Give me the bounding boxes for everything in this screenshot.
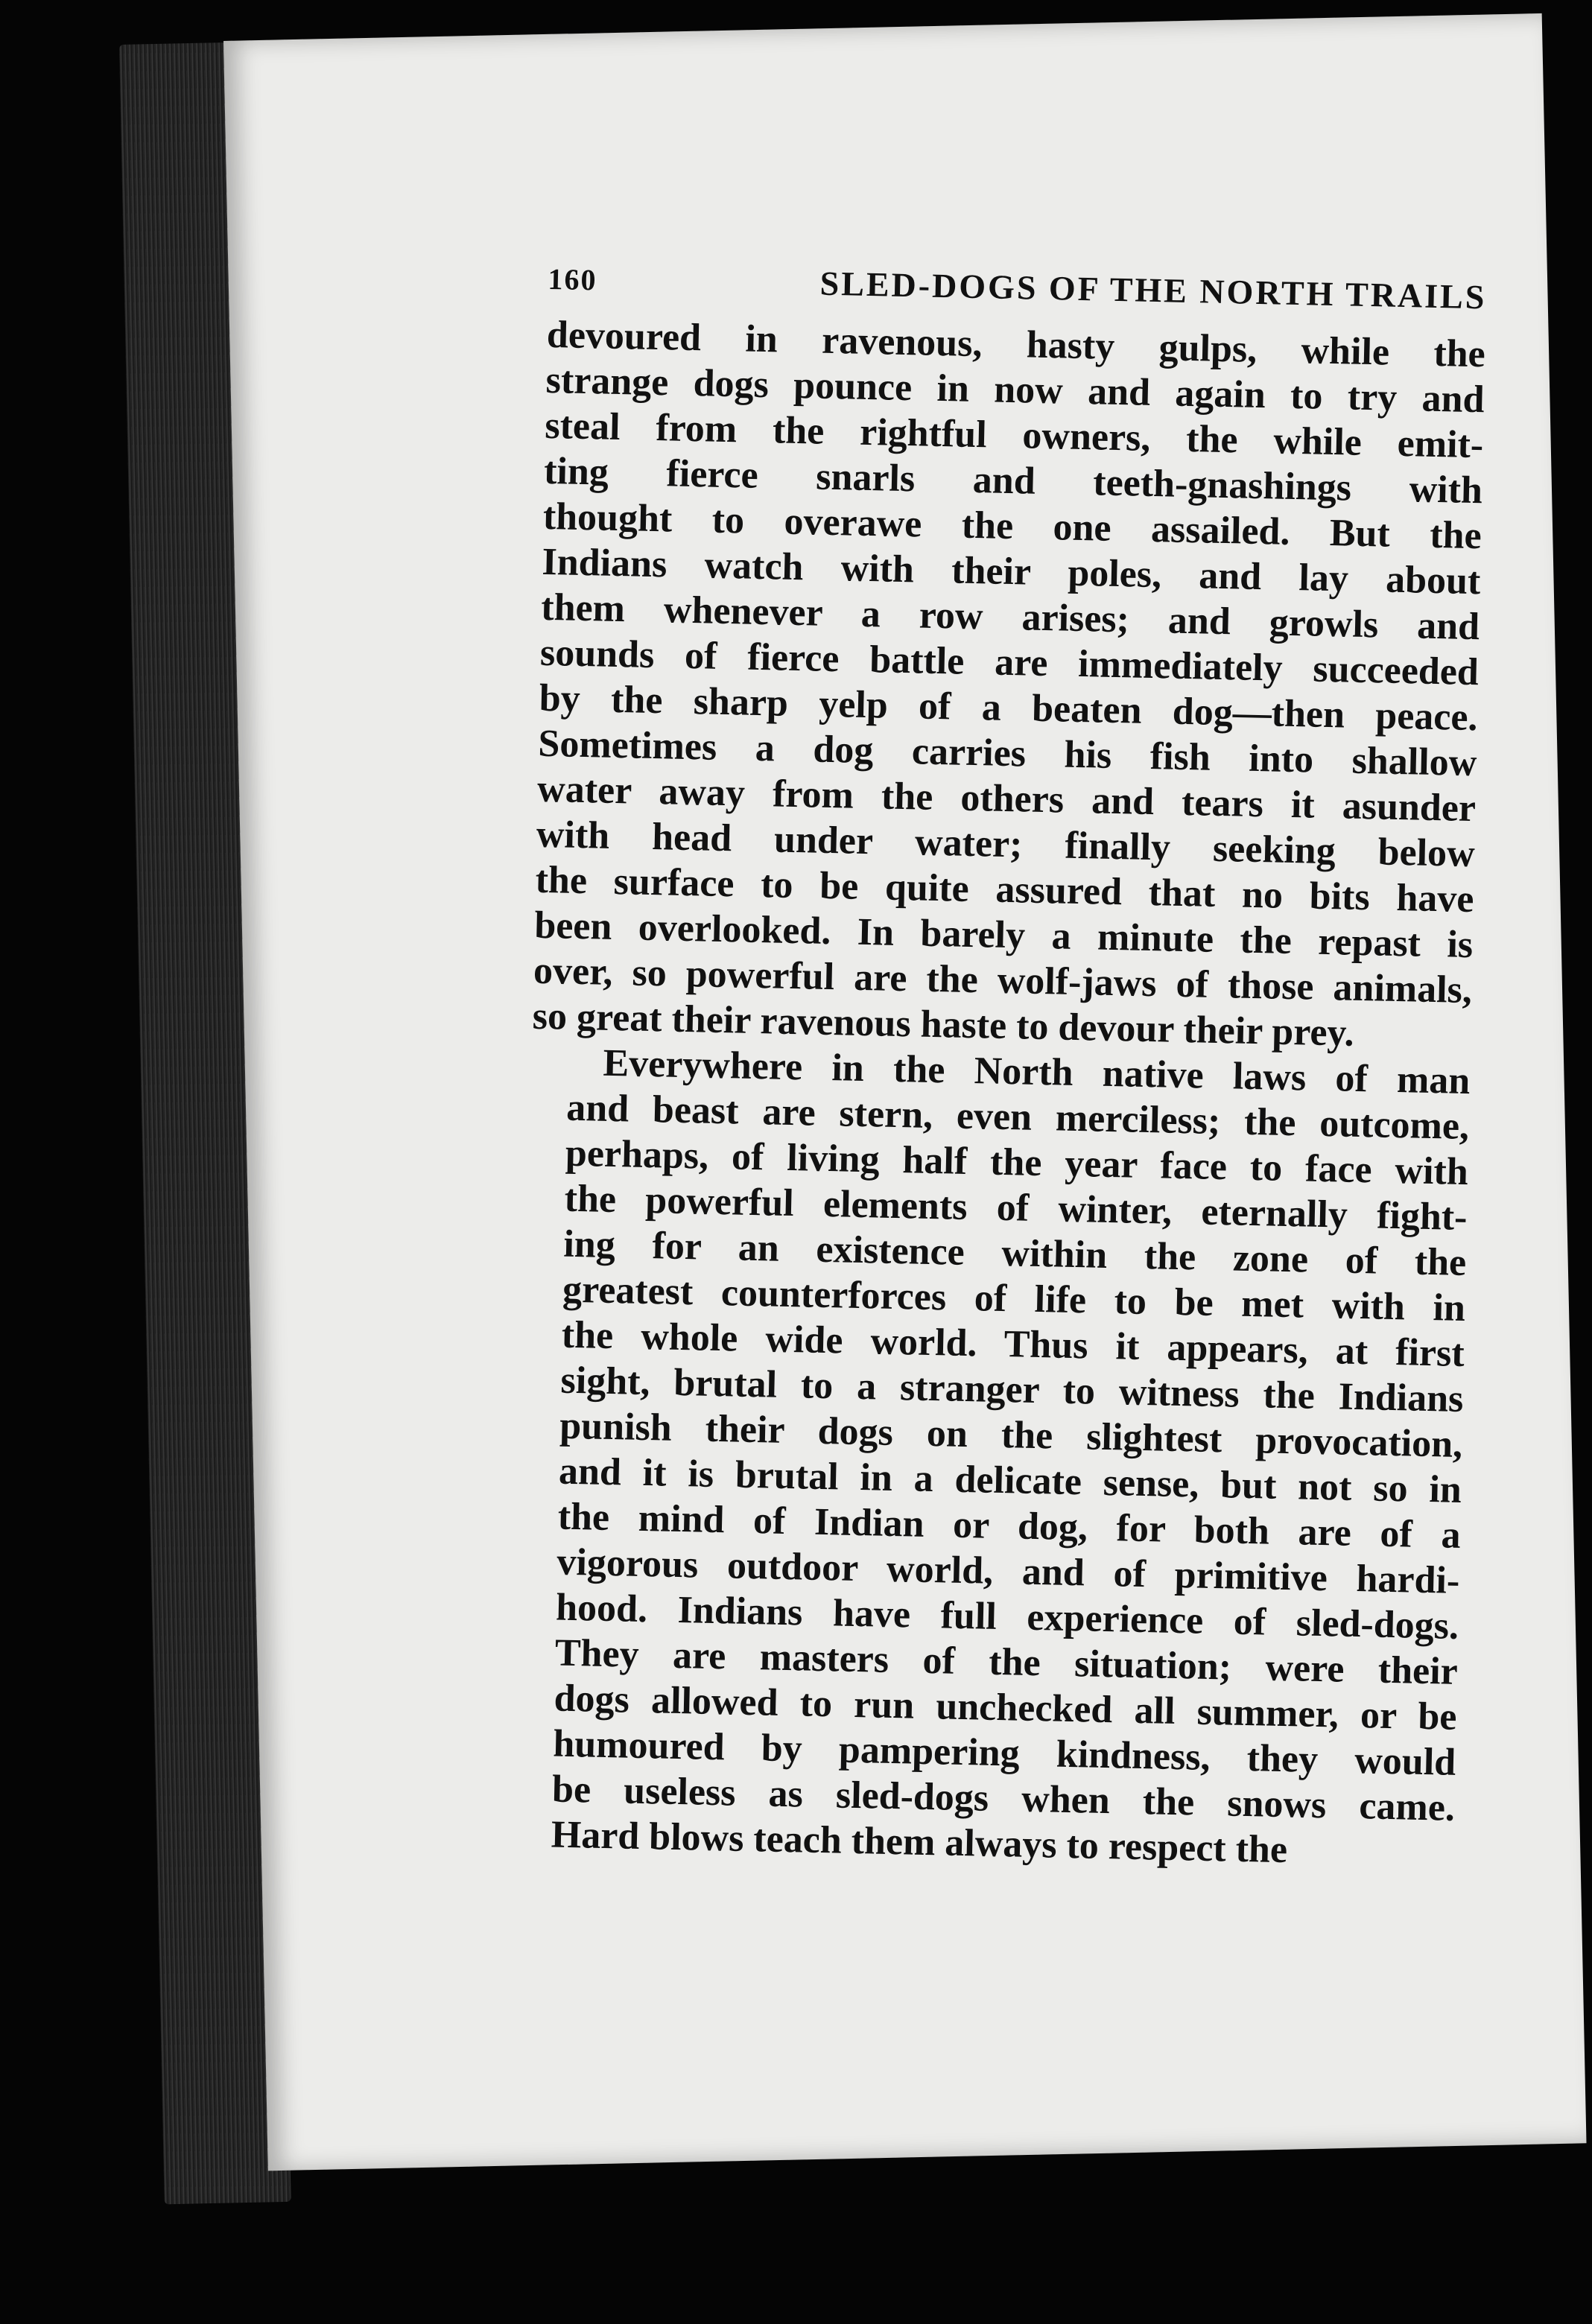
- page-sheet: [223, 13, 1587, 2171]
- text-line: They are masters of the situation; were their: [554, 1631, 1459, 1693]
- text-line: with head under water; finally seeking below: [536, 813, 1476, 876]
- text-line: the surface to be quite assured that no bits have: [535, 858, 1475, 921]
- text-line: by the sharp yelp of a beaten dog—then peace.: [539, 676, 1479, 740]
- text-line: Everywhere in the North native laws of man: [602, 1041, 1471, 1103]
- text-line: strange dogs pounce in now and again to try and: [545, 358, 1485, 422]
- text-line: Indians watch with their poles, and lay about: [542, 540, 1481, 603]
- page-content: [515, 258, 1487, 1876]
- text-line: ting fierce snarls and teeth-gnashings with: [543, 449, 1483, 512]
- text-line: ing for an existence within the zone of the: [562, 1222, 1467, 1285]
- text-line: been overlooked. In barely a minute the repast is: [533, 904, 1474, 967]
- text-line: punish their dogs on the slightest provocation,: [559, 1404, 1463, 1466]
- text-line: and it is brutal in a delicate sense, but not so in: [558, 1450, 1462, 1511]
- text-line: perhaps, of living half the year face to face with: [565, 1131, 1469, 1194]
- page-number: 160: [548, 261, 598, 297]
- text-line: the mind of Indian or dog, for both are of a: [557, 1495, 1462, 1557]
- text-line: water away from the others and tears it asunder: [536, 767, 1477, 831]
- text-line: Sometimes a dog carries his fish into shallow: [537, 722, 1477, 785]
- text-line: the whole wide world. Thus it appears, at first: [561, 1313, 1465, 1375]
- text-line: hood. Indians have full experience of sled-dogs.: [555, 1586, 1459, 1648]
- paragraph: [515, 1039, 1471, 1876]
- text-line: dogs allowed to run unchecked all summer, or be: [554, 1677, 1458, 1739]
- running-head: [548, 258, 1487, 317]
- text-line: thought to overawe the one assailed. But the: [542, 495, 1482, 558]
- paragraph: [532, 312, 1485, 1058]
- text-line: greatest counterforces of life to be met with in: [562, 1268, 1466, 1330]
- running-title: SLED-DOGS OF THE NORTH TRAILS: [819, 264, 1487, 317]
- text-line: sounds of fierce battle are immediately succeeded: [539, 631, 1480, 694]
- text-line: be useless as sled-dogs when the snows came.: [551, 1768, 1456, 1829]
- text-line: sight, brutal to a stranger to witness the Indians: [560, 1359, 1464, 1420]
- text-line: humoured by pampering kindness, they would: [552, 1722, 1456, 1784]
- text-line: Hard blows teach them always to respect the: [551, 1813, 1288, 1872]
- text-line: steal from the rightful owners, the while emit-: [544, 404, 1484, 467]
- text-line: them whenever a row arises; and growls and: [540, 585, 1480, 649]
- text-line: over, so powerful are the wolf-jaws of those animals,: [533, 949, 1473, 1012]
- text-line: devoured in ravenous, hasty gulps, while the: [546, 313, 1486, 376]
- text-line: the powerful elements of winter, eternally fight-: [564, 1177, 1468, 1239]
- body-text: [515, 312, 1485, 1876]
- text-line: so great their ravenous haste to devour their prey.: [532, 994, 1355, 1055]
- text-line: and beast are stern, even merciless; the outcome,: [565, 1086, 1470, 1149]
- text-line: vigorous outdoor world, and of primitive hardi-: [556, 1540, 1460, 1602]
